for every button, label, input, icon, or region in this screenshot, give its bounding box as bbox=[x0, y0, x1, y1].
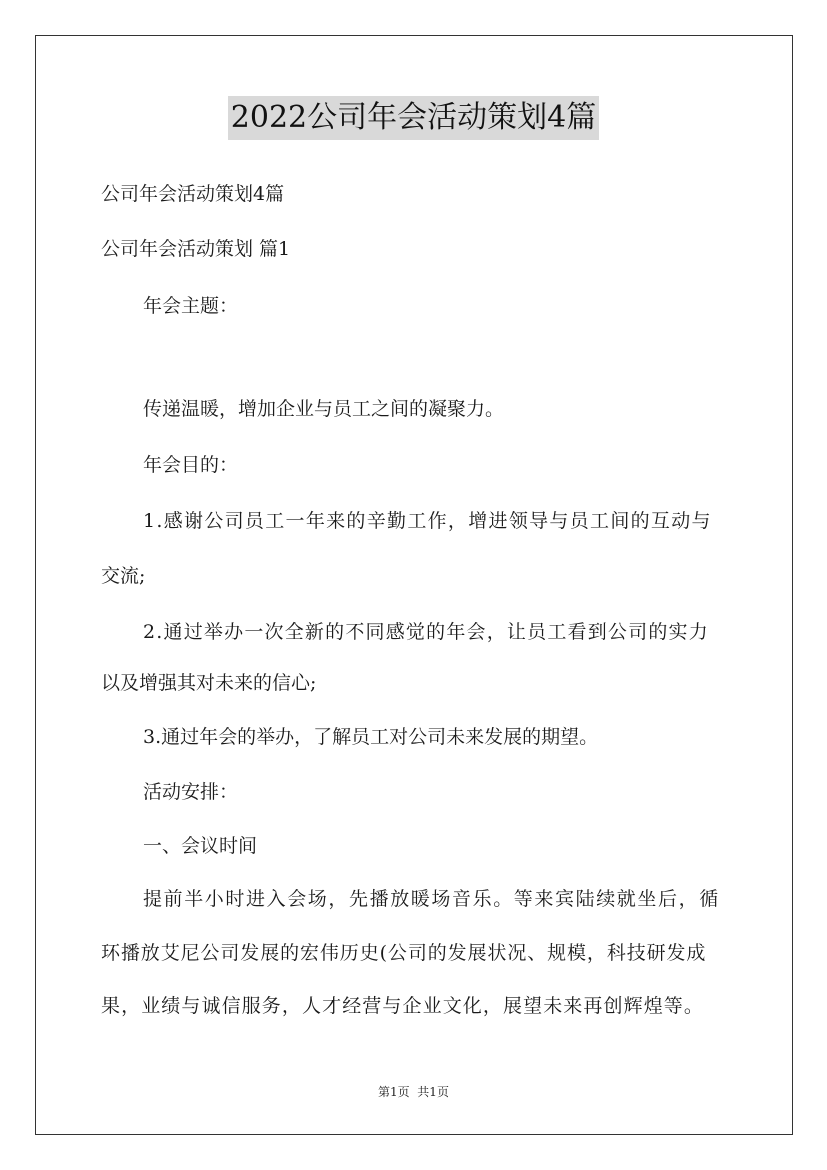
document-subtitle: 公司年会活动策划4篇 bbox=[101, 183, 285, 205]
title-container bbox=[0, 96, 827, 140]
item-1: 一、会议时间 bbox=[143, 835, 258, 857]
purpose-1-line-1 bbox=[101, 508, 727, 534]
detail-line-2: 环播放艾尼公司发展的宏伟历史(公司的发展状况、规模，科技研发成 bbox=[101, 942, 707, 964]
paragraph-text: 1.感谢公司员工一年来的辛勤工作，增进领导与员工间的互动与 bbox=[143, 510, 712, 532]
section-heading: 公司年会活动策划 篇1 bbox=[101, 238, 291, 260]
purpose-3: 3.通过年会的举办，了解员工对公司未来发展的期望。 bbox=[143, 726, 599, 748]
purpose-label: 年会目的： bbox=[143, 454, 239, 476]
page-footer bbox=[0, 1084, 827, 1100]
purpose-2-line-1: 2.通过举办一次全新的不同感觉的年会，让员工看到公司的实力 bbox=[143, 621, 709, 643]
detail-line-3: 果，业绩与诚信服务，人才经营与企业文化，展望未来再创辉煌等。 bbox=[101, 995, 705, 1017]
document-title: 2022公司年会活动策划4篇 bbox=[228, 96, 599, 140]
page-number: 第1页 共1页 bbox=[378, 1085, 449, 1099]
arrangement-label: 活动安排： bbox=[143, 781, 239, 803]
purpose-2-line-2: 以及增强其对未来的信心; bbox=[101, 672, 317, 694]
theme-text: 传递温暖，增加企业与员工之间的凝聚力。 bbox=[143, 398, 505, 420]
detail-line-1: 提前半小时进入会场，先播放暖场音乐。等来宾陆续就坐后，循 bbox=[143, 888, 720, 910]
purpose-1-line-2: 交流; bbox=[101, 565, 146, 587]
theme-label: 年会主题： bbox=[143, 295, 239, 317]
